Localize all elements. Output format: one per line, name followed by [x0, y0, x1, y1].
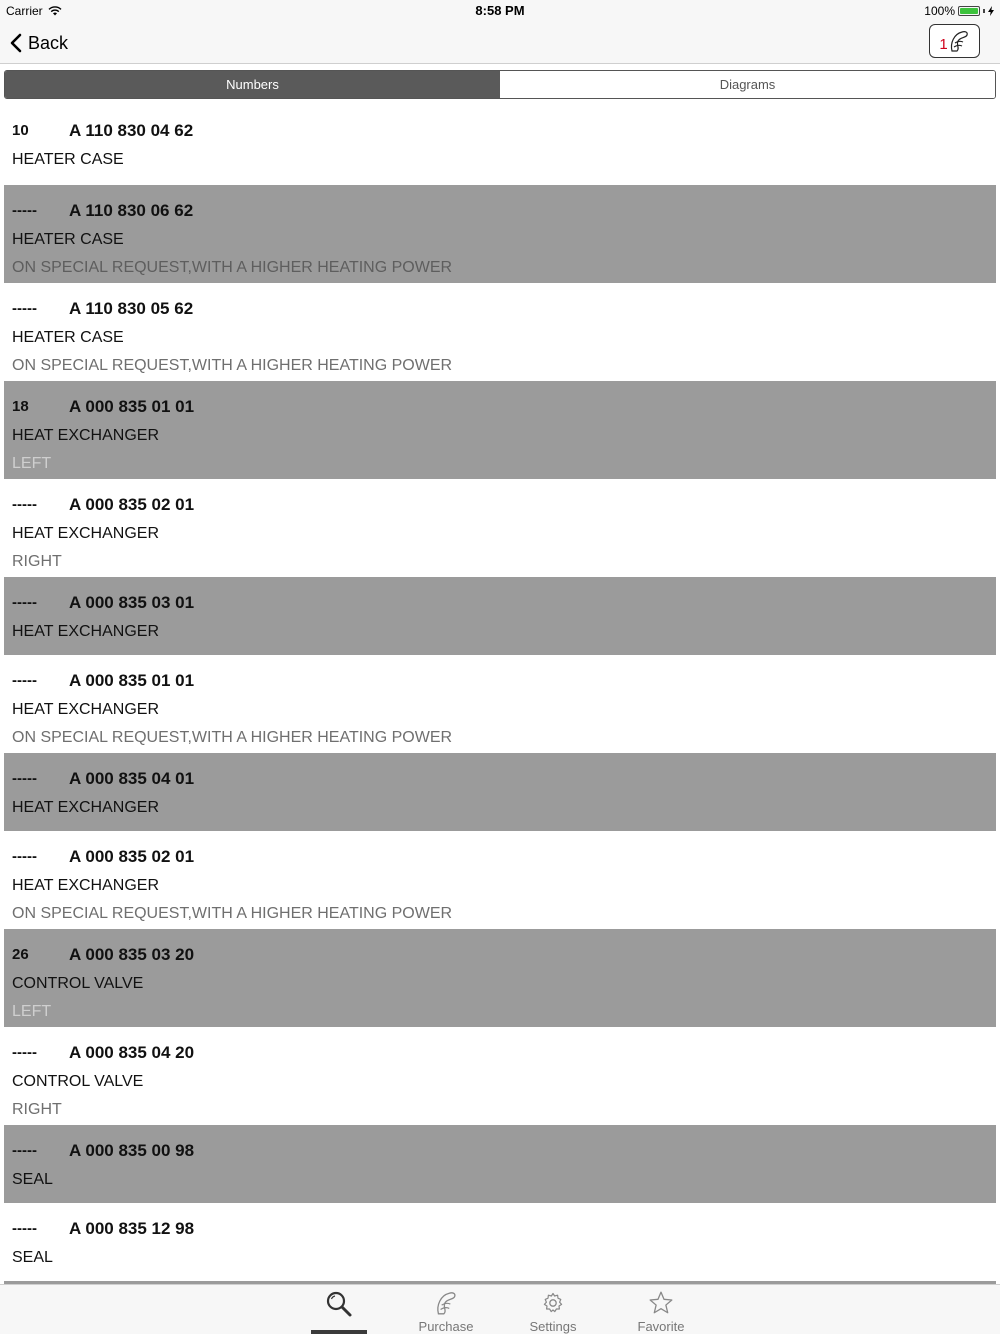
carrier-indicator [6, 4, 62, 18]
charging-bolt-icon [988, 6, 994, 16]
part-name: HEATER CASE [12, 329, 124, 346]
part-row[interactable] [4, 1027, 996, 1125]
segment-numbers[interactable]: Numbers [5, 71, 500, 98]
battery-percent: 100% [924, 4, 955, 18]
part-number: A 000 835 04 20 [69, 1043, 195, 1062]
part-number: A 000 835 03 01 [69, 593, 195, 612]
part-number: A 000 835 03 20 [69, 945, 195, 964]
position-number: ----- [12, 496, 37, 513]
tab-settings[interactable] [503, 1285, 603, 1335]
position-number: ----- [12, 1044, 37, 1061]
tab-favorite-label: Favorite [637, 1319, 685, 1334]
position-number: 10 [12, 122, 29, 139]
part-name: HEAT EXCHANGER [12, 701, 159, 718]
position-number: ----- [12, 770, 37, 787]
part-note: LEFT [12, 1003, 52, 1020]
battery-indicator [924, 4, 994, 18]
position-number: ----- [12, 672, 37, 689]
position-number: ----- [12, 594, 37, 611]
tab-favorite[interactable] [611, 1285, 711, 1335]
segment-diagrams[interactable]: Diagrams [500, 71, 995, 98]
tab-bar [0, 1284, 1000, 1334]
cart-button[interactable] [929, 24, 980, 58]
parts-list [4, 105, 996, 1284]
part-row[interactable] [4, 929, 996, 1027]
tab-settings-label: Settings [529, 1319, 577, 1334]
part-note: RIGHT [12, 553, 62, 570]
part-name: HEAT EXCHANGER [12, 427, 159, 444]
navigation-bar [0, 22, 1000, 64]
part-row[interactable] [4, 577, 996, 655]
part-row[interactable] [4, 185, 996, 283]
back-button[interactable] [10, 30, 68, 56]
carrier-label: Carrier [6, 4, 43, 18]
part-number: A 110 830 04 62 [69, 121, 194, 140]
cart-count-badge: 1 [939, 35, 948, 53]
battery-icon [958, 6, 980, 16]
part-row[interactable] [4, 105, 996, 185]
part-row[interactable] [4, 479, 996, 577]
part-name: HEAT EXCHANGER [12, 623, 159, 640]
part-note: ON SPECIAL REQUEST,WITH A HIGHER HEATING POWER [12, 259, 453, 276]
part-row[interactable] [4, 831, 996, 929]
part-number: A 000 835 00 98 [69, 1141, 195, 1160]
part-name: SEAL [12, 1171, 53, 1188]
position-number: ----- [12, 1220, 37, 1237]
part-name: HEAT EXCHANGER [12, 525, 159, 542]
position-number: ----- [12, 300, 37, 317]
part-row[interactable] [4, 753, 996, 831]
part-name: HEATER CASE [12, 231, 124, 248]
part-row[interactable] [4, 381, 996, 479]
gear-icon [541, 1290, 565, 1316]
purchase-icon [948, 29, 970, 53]
part-note: RIGHT [12, 1101, 62, 1118]
position-number: 26 [12, 946, 29, 963]
part-name: CONTROL VALVE [12, 1073, 144, 1090]
part-number: A 110 830 06 62 [69, 201, 194, 220]
part-name: HEAT EXCHANGER [12, 799, 159, 816]
part-name: HEAT EXCHANGER [12, 877, 159, 894]
view-segmented-control [4, 70, 996, 99]
position-number: ----- [12, 202, 37, 219]
part-row[interactable] [4, 1203, 996, 1281]
active-tab-indicator [311, 1330, 367, 1334]
status-bar [0, 0, 1000, 22]
part-number: A 000 835 04 01 [69, 769, 195, 788]
tab-search[interactable] [289, 1285, 389, 1335]
part-row[interactable] [4, 655, 996, 753]
part-name: CONTROL VALVE [12, 975, 144, 992]
part-row[interactable] [4, 1125, 996, 1203]
part-note: ON SPECIAL REQUEST,WITH A HIGHER HEATING POWER [12, 729, 453, 746]
search-icon [325, 1290, 353, 1318]
chevron-left-icon [10, 33, 22, 53]
tab-purchase[interactable] [396, 1285, 496, 1335]
part-name: SEAL [12, 1249, 53, 1266]
position-number: 18 [12, 398, 29, 415]
part-number: A 000 835 01 01 [69, 671, 195, 690]
part-note: ON SPECIAL REQUEST,WITH A HIGHER HEATING POWER [12, 357, 453, 374]
part-number: A 000 835 02 01 [69, 847, 195, 866]
wifi-icon [48, 6, 62, 16]
part-name: HEATER CASE [12, 151, 124, 168]
back-label: Back [28, 32, 69, 53]
part-row[interactable] [4, 283, 996, 381]
part-number: A 000 835 01 01 [69, 397, 195, 416]
position-number: ----- [12, 848, 37, 865]
part-number: A 110 830 05 62 [69, 299, 194, 318]
part-number: A 000 835 12 98 [69, 1219, 195, 1238]
purchase-icon [434, 1290, 458, 1316]
clock: 8:58 PM [475, 3, 525, 18]
star-icon [648, 1290, 674, 1316]
position-number: ----- [12, 1142, 37, 1159]
part-note: ON SPECIAL REQUEST,WITH A HIGHER HEATING POWER [12, 905, 453, 922]
part-note: LEFT [12, 455, 52, 472]
part-number: A 000 835 02 01 [69, 495, 195, 514]
tab-purchase-label: Purchase [418, 1319, 474, 1334]
